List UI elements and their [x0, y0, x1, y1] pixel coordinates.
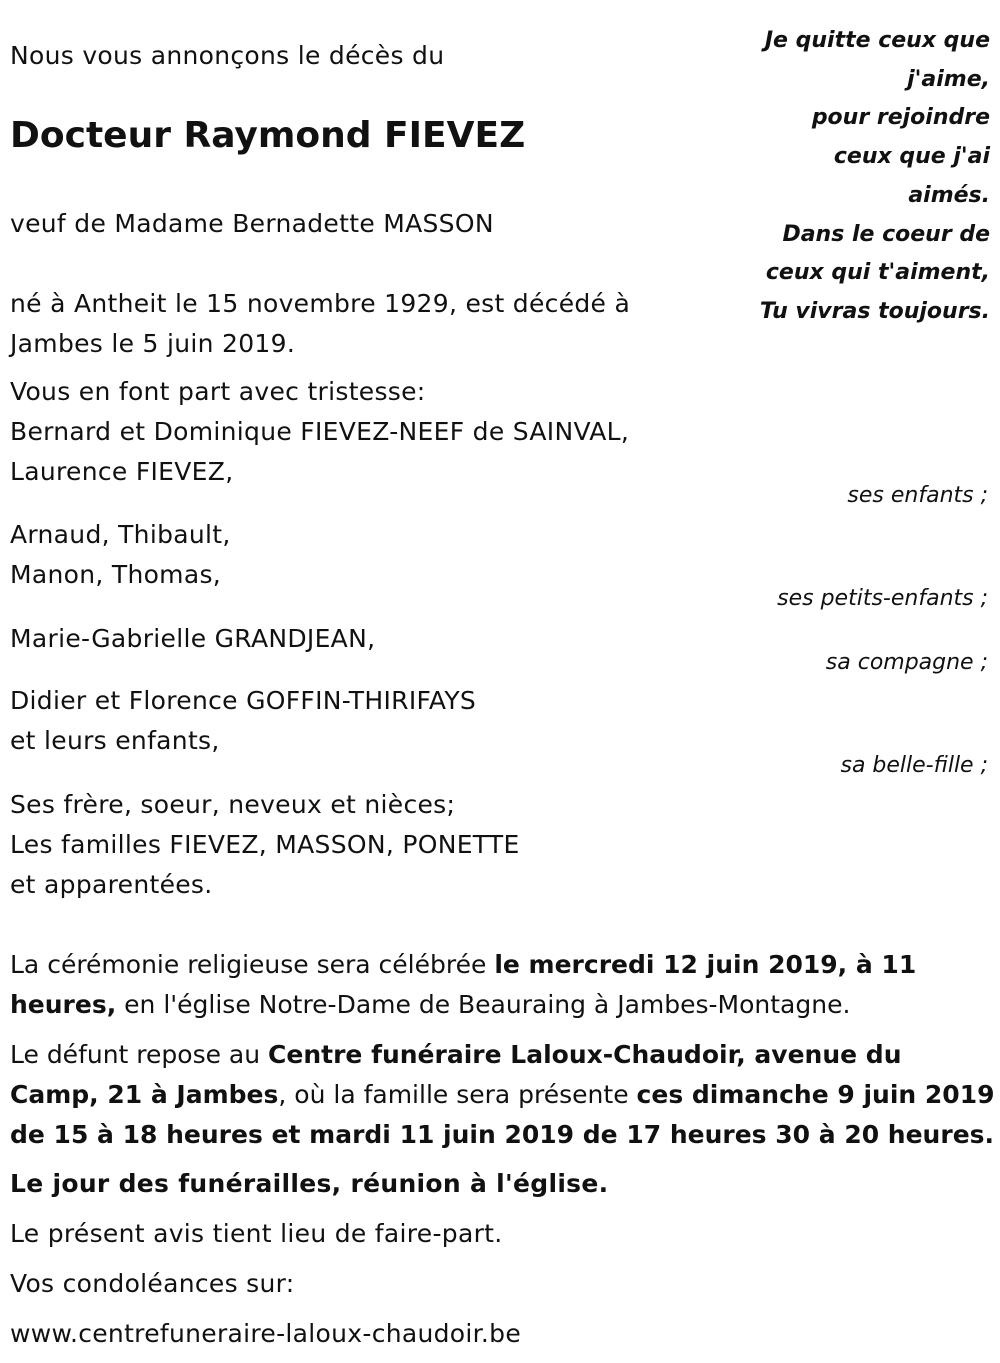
family-member: Marie-Gabrielle GRANDJEAN, [10, 624, 376, 653]
family-children-block [10, 372, 629, 492]
family-member: et leurs enfants, [10, 726, 220, 755]
family-companion-block [10, 619, 375, 659]
ceremony-text: La cérémonie religieuse sera célébrée [10, 950, 495, 979]
poem-line: pour rejoindre [811, 105, 990, 131]
ceremony-paragraph [10, 945, 995, 1025]
family-grandchildren-block [10, 515, 231, 595]
family-member: Didier et Florence GOFFIN-THIRIFAYS [10, 686, 477, 715]
family-member: Laurence FIEVEZ, [10, 457, 234, 486]
visitation-hours: ces dimanche 9 juin 2019 de 15 à 18 heures et mardi 11 juin 2019 de 17 heures 30 à 20 heures. [10, 1080, 995, 1149]
poem [690, 22, 990, 332]
condolences-label: Vos condoléances sur: [10, 1269, 295, 1298]
role-companion: sa compagne ; [825, 650, 988, 675]
poem-line: ceux que j'ai [833, 144, 990, 170]
poem-line: Dans le coeur de [782, 221, 990, 247]
spouse-text: veuf de Madame Bernadette MASSON [10, 209, 494, 238]
family-member: Bernard et Dominique FIEVEZ-NEEF de SAINVAL, [10, 417, 630, 446]
funeral-day-note: Le jour des funérailles, réunion à l'église. [10, 1169, 609, 1198]
family-member: Arnaud, Thibault, [10, 520, 231, 549]
family-others-block [10, 785, 520, 905]
funeral-home-address: Centre funéraire Laloux-Chaudoir, avenue du Camp, 21 à Jambes [10, 1040, 902, 1109]
family-intro: Vous en font part avec tristesse: [10, 377, 426, 406]
role-grandchildren: ses petits-enfants ; [777, 586, 988, 611]
visitation-paragraph [10, 1035, 995, 1155]
deceased-name: Docteur Raymond FIEVEZ [10, 115, 526, 156]
poem-line: j'aime, [907, 66, 990, 92]
role-children: ses enfants ; [847, 483, 988, 508]
intro-text: Nous vous annonçons le décès du [10, 41, 445, 70]
death-line: Jambes le 5 juin 2019. [10, 329, 296, 358]
family-member: Manon, Thomas, [10, 560, 222, 589]
poem-line: Tu vivras toujours. [759, 298, 990, 324]
family-member: et apparentées. [10, 870, 213, 899]
ceremony-location: en l'église Notre-Dame de Beauraing à Jambes-Montagne. [116, 990, 851, 1019]
poem-line: aimés. [908, 182, 990, 208]
poem-line: Je quitte ceux que [764, 28, 990, 53]
birth-death-text [10, 284, 630, 364]
ceremony-date: le mercredi 12 juin 2019, à 11 heures, [10, 950, 917, 1019]
visitation-text: , où la famille sera présente [278, 1080, 637, 1109]
role-daughter-in-law: sa belle-fille ; [840, 753, 988, 778]
poem-line: ceux qui t'aiment, [765, 260, 990, 286]
condolences-link[interactable]: www.centrefuneraire-laloux-chaudoir.be [10, 1319, 522, 1348]
family-member: Ses frère, soeur, neveux et nièces; [10, 790, 456, 819]
birth-line: né à Antheit le 15 novembre 1929, est décédé à [10, 289, 631, 318]
notice-text: Le présent avis tient lieu de faire-part. [10, 1219, 503, 1248]
family-member: Les familles FIEVEZ, MASSON, PONETTE [10, 830, 520, 859]
family-daughter-in-law-block [10, 681, 476, 761]
visitation-text: Le défunt repose au [10, 1040, 269, 1069]
